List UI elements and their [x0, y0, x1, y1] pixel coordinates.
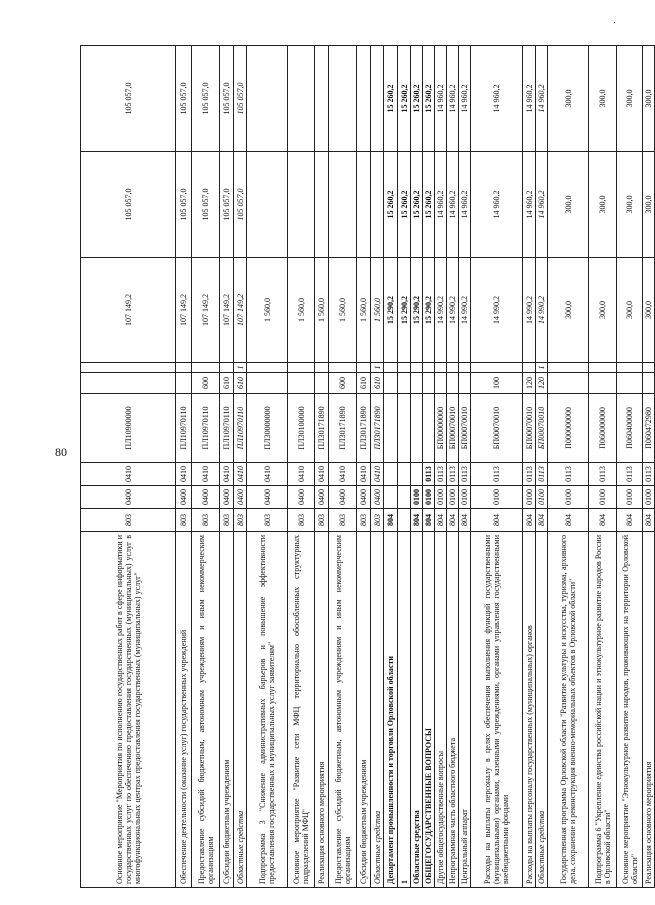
row-subsection: 0113 — [643, 463, 655, 486]
row-name: ОБЩЕГОСУДАРСТВЕННЫЕ ВОПРОСЫ — [423, 532, 435, 888]
table-body — [81, 46, 655, 888]
row-name: Расходы на выплаты персоналу в целях обеспечения выполнения функций государственными (муниципальными) органами, казенными учреждениями, органами управления государственными внебюджетными фондами — [471, 532, 523, 888]
row-mark — [617, 363, 643, 373]
row-grbs: 804 — [471, 509, 523, 532]
row-value-3: 300,0 — [617, 46, 643, 152]
row-section: 0400 — [315, 486, 329, 509]
row-target-article: БП00070010 — [471, 394, 523, 463]
row-section: 0100 — [459, 486, 471, 509]
row-mark: 1 — [234, 363, 247, 373]
row-value-1: 1 560,0 — [288, 258, 315, 363]
row-subsection: 0410 — [247, 463, 288, 486]
row-target-article — [384, 394, 398, 463]
budget-table — [80, 45, 655, 888]
row-mark — [643, 363, 655, 373]
row-target-article: ПЛ10970110 — [192, 394, 220, 463]
row-name: Субсидии бюджетным учреждениям — [357, 532, 371, 888]
rotated-table-area — [80, 46, 653, 888]
row-value-2: 14 960,2 — [471, 152, 523, 258]
row-target-article: ПЛ10970110 — [220, 394, 234, 463]
row-value-3: 105 057,0 — [192, 46, 220, 152]
row-value-2: 15 260,2 — [423, 152, 435, 258]
row-value-3: 105 057,0 — [234, 46, 247, 152]
row-grbs: 803 — [220, 509, 234, 532]
table-row — [435, 46, 447, 888]
row-target-article: ПЛ10970110 — [176, 394, 192, 463]
row-expense-type — [81, 373, 176, 394]
row-expense-type — [617, 373, 643, 394]
row-value-1: 300,0 — [548, 258, 589, 363]
row-value-3 — [357, 46, 371, 152]
table-row — [459, 46, 471, 888]
row-mark — [471, 363, 523, 373]
row-value-3: 300,0 — [643, 46, 655, 152]
row-grbs: 804 — [589, 509, 617, 532]
row-subsection: 0410 — [81, 463, 176, 486]
row-grbs: 804 — [617, 509, 643, 532]
row-value-2: 300,0 — [617, 152, 643, 258]
row-name: Подпрограмма 3 "Снижение административных барьеров и повышение эффективности предоставления государственных и муниципальных услуг заявителям" — [247, 532, 288, 888]
row-target-article: БП00070010 — [536, 394, 548, 463]
row-mark — [220, 363, 234, 373]
row-value-2: 105 057,0 — [234, 152, 247, 258]
row-name: Основное мероприятие "Этнокультурное развитие народов, проживающих на территории Орловской области" — [617, 532, 643, 888]
row-subsection: 0113 — [471, 463, 523, 486]
row-grbs — [398, 509, 411, 532]
row-expense-type — [176, 373, 192, 394]
row-value-3: 15 260,2 — [411, 46, 423, 152]
row-section — [398, 486, 411, 509]
row-mark — [435, 363, 447, 373]
row-name: Областные средства — [411, 532, 423, 888]
table-row — [471, 46, 523, 888]
row-subsection: 0113 — [459, 463, 471, 486]
row-value-2: 300,0 — [548, 152, 589, 258]
row-value-1: 14 990,2 — [435, 258, 447, 363]
row-value-3: 300,0 — [589, 46, 617, 152]
table-row — [643, 46, 655, 888]
row-grbs: 804 — [384, 509, 398, 532]
row-value-1: 14 990,2 — [447, 258, 459, 363]
row-value-1: 14 990,2 — [536, 258, 548, 363]
row-section: 0400 — [234, 486, 247, 509]
row-value-1: 15 290,2 — [411, 258, 423, 363]
table-row — [220, 46, 234, 888]
row-value-1: 1 560,0 — [315, 258, 329, 363]
row-name: Областные средства — [234, 532, 247, 888]
row-value-1: 300,0 — [617, 258, 643, 363]
table-row — [548, 46, 589, 888]
row-subsection: 0410 — [176, 463, 192, 486]
row-target-article: ПЛ30171890 — [371, 394, 384, 463]
row-name: Предоставление субсидий бюджетным, автономным учреждениям и иным некоммерческим организациям — [329, 532, 357, 888]
row-subsection: 0113 — [589, 463, 617, 486]
row-value-2: 300,0 — [643, 152, 655, 258]
row-mark — [288, 363, 315, 373]
row-value-3: 15 260,2 — [398, 46, 411, 152]
row-value-2: 14 960,2 — [459, 152, 471, 258]
table-row — [447, 46, 459, 888]
row-grbs: 803 — [176, 509, 192, 532]
row-value-3: 14 960,2 — [471, 46, 523, 152]
row-value-2: 14 960,2 — [536, 152, 548, 258]
row-name: Областные средства — [536, 532, 548, 888]
row-name: Областные средства — [371, 532, 384, 888]
row-value-2 — [315, 152, 329, 258]
row-name: 1 — [398, 532, 411, 888]
table-row — [288, 46, 315, 888]
table-row — [423, 46, 435, 888]
table-row — [247, 46, 288, 888]
table-row — [536, 46, 548, 888]
row-value-1: 107 149,2 — [220, 258, 234, 363]
row-target-article: П060472980 — [643, 394, 655, 463]
table-row — [411, 46, 423, 888]
row-target-article: П000000000 — [548, 394, 589, 463]
row-grbs: 804 — [523, 509, 536, 532]
row-value-1: 107 149,2 — [176, 258, 192, 363]
row-name: Субсидии бюджетным учреждениям — [220, 532, 234, 888]
row-subsection: 0410 — [288, 463, 315, 486]
row-value-3: 15 260,2 — [423, 46, 435, 152]
row-target-article: ПЛ30171890 — [315, 394, 329, 463]
row-mark — [81, 363, 176, 373]
row-name: Расходы на выплаты персоналу государственных (муниципальных) органов — [523, 532, 536, 888]
row-name: Департамент промышленности и торговли Орловской области — [384, 532, 398, 888]
row-value-3: 14 960,2 — [447, 46, 459, 152]
row-grbs: 803 — [315, 509, 329, 532]
row-mark — [548, 363, 589, 373]
row-expense-type: 120 — [536, 373, 548, 394]
row-value-2: 105 057,0 — [192, 152, 220, 258]
row-subsection: 0113 — [548, 463, 589, 486]
row-expense-type — [384, 373, 398, 394]
row-subsection: 0410 — [371, 463, 384, 486]
row-expense-type — [459, 373, 471, 394]
row-mark: 1 — [536, 363, 548, 373]
table-row — [176, 46, 192, 888]
row-value-2: 105 057,0 — [81, 152, 176, 258]
table-row — [315, 46, 329, 888]
row-expense-type: 120 — [523, 373, 536, 394]
row-grbs: 803 — [357, 509, 371, 532]
table-row — [398, 46, 411, 888]
row-section: 0400 — [247, 486, 288, 509]
row-section: 0400 — [220, 486, 234, 509]
row-name: Основное мероприятие "Развитие сети МФЦ территориально обособленных структурных подразделений МФЦ" — [288, 532, 315, 888]
row-mark — [411, 363, 423, 373]
row-grbs: 804 — [423, 509, 435, 532]
row-name: Непрограммная часть областного бюджета — [447, 532, 459, 888]
row-grbs: 803 — [247, 509, 288, 532]
row-name: Основное мероприятие "Мероприятия по исполнению государственных работ в сфере информатики и государственных услуг по обеспечению предоставления государственных (муниципальных) услуг в многофункциональных центрах предоставления государственных (муниципальных) услуг" — [81, 532, 176, 888]
row-grbs: 803 — [371, 509, 384, 532]
table-row — [192, 46, 220, 888]
row-subsection — [411, 463, 423, 486]
row-target-article: ПЛ10900000 — [81, 394, 176, 463]
row-subsection — [398, 463, 411, 486]
row-subsection: 0113 — [523, 463, 536, 486]
row-expense-type — [435, 373, 447, 394]
row-subsection: 0410 — [329, 463, 357, 486]
row-name: Центральный аппарат — [459, 532, 471, 888]
row-value-1: 14 990,2 — [523, 258, 536, 363]
row-subsection — [384, 463, 398, 486]
row-section: 0100 — [617, 486, 643, 509]
page-number: 80 — [55, 445, 67, 459]
row-grbs: 804 — [548, 509, 589, 532]
row-mark — [589, 363, 617, 373]
row-value-3: 14 960,2 — [435, 46, 447, 152]
row-name: Обеспечение деятельности (оказание услуг) государственных учреждений — [176, 532, 192, 888]
row-value-1: 107 149,2 — [81, 258, 176, 363]
row-mark — [247, 363, 288, 373]
row-value-3: 105 057,0 — [81, 46, 176, 152]
row-section: 0100 — [471, 486, 523, 509]
row-value-2: 14 960,2 — [435, 152, 447, 258]
row-value-2 — [247, 152, 288, 258]
row-value-3: 14 960,2 — [536, 46, 548, 152]
row-value-3: 14 960,2 — [523, 46, 536, 152]
row-name: Государственная программа Орловской области "Развитие культуры и искусства, туризма, архивного дела, сохранение и реконструкция военно-мемориальных объектов в Орловской области" — [548, 532, 589, 888]
row-expense-type — [398, 373, 411, 394]
row-grbs: 803 — [288, 509, 315, 532]
table-row — [371, 46, 384, 888]
row-target-article: ПЛ30000000 — [247, 394, 288, 463]
row-subsection: 0113 — [617, 463, 643, 486]
row-subsection: 0113 — [435, 463, 447, 486]
row-grbs: 804 — [536, 509, 548, 532]
row-expense-type — [589, 373, 617, 394]
row-section: 0100 — [447, 486, 459, 509]
row-target-article: ПЛ30100000 — [288, 394, 315, 463]
row-section: 0400 — [357, 486, 371, 509]
row-expense-type — [247, 373, 288, 394]
row-value-3: 105 057,0 — [176, 46, 192, 152]
row-grbs: 804 — [447, 509, 459, 532]
row-section: 0100 — [536, 486, 548, 509]
row-value-3: 14 960,2 — [459, 46, 471, 152]
row-value-1: 1 560,0 — [329, 258, 357, 363]
row-value-1: 15 290,2 — [423, 258, 435, 363]
table-row — [357, 46, 371, 888]
row-expense-type: 600 — [192, 373, 220, 394]
row-value-1: 15 290,2 — [384, 258, 398, 363]
row-value-3 — [247, 46, 288, 152]
row-section: 0100 — [435, 486, 447, 509]
row-mark — [176, 363, 192, 373]
row-grbs: 804 — [411, 509, 423, 532]
row-mark: 1 — [371, 363, 384, 373]
scan-speck — [614, 22, 615, 23]
row-section: 0400 — [329, 486, 357, 509]
row-name: Подпрограмма 6 "Укрепление единства российской нации и этнокультурное развитие народов России в Орловской области" — [589, 532, 617, 888]
row-expense-type: 610 — [371, 373, 384, 394]
row-value-2 — [371, 152, 384, 258]
row-mark — [357, 363, 371, 373]
row-value-1: 14 990,2 — [459, 258, 471, 363]
row-section: 0100 — [643, 486, 655, 509]
row-mark — [329, 363, 357, 373]
row-expense-type — [411, 373, 423, 394]
table-row — [384, 46, 398, 888]
row-section: 0400 — [192, 486, 220, 509]
row-subsection: 0410 — [315, 463, 329, 486]
row-mark — [459, 363, 471, 373]
row-value-2 — [329, 152, 357, 258]
row-subsection: 0410 — [234, 463, 247, 486]
row-value-1: 1 560,0 — [357, 258, 371, 363]
row-value-2: 15 260,2 — [384, 152, 398, 258]
row-section: 0100 — [589, 486, 617, 509]
row-target-article — [423, 394, 435, 463]
row-section: 0100 — [523, 486, 536, 509]
row-mark — [423, 363, 435, 373]
row-section: 0100 — [411, 486, 423, 509]
table-row — [234, 46, 247, 888]
row-value-2: 105 057,0 — [220, 152, 234, 258]
rotated-page — [80, 46, 653, 888]
row-target-article: БП00070010 — [459, 394, 471, 463]
row-value-2: 300,0 — [589, 152, 617, 258]
row-value-3: 15 260,2 — [384, 46, 398, 152]
row-grbs: 804 — [435, 509, 447, 532]
row-expense-type — [288, 373, 315, 394]
row-target-article: П060400000 — [617, 394, 643, 463]
row-section: 0100 — [423, 486, 435, 509]
row-expense-type — [447, 373, 459, 394]
row-target-article: БП00070010 — [447, 394, 459, 463]
row-subsection: 0410 — [220, 463, 234, 486]
row-name: Реализация основного мероприятия — [315, 532, 329, 888]
table-row — [329, 46, 357, 888]
row-value-1: 300,0 — [589, 258, 617, 363]
row-grbs: 803 — [192, 509, 220, 532]
row-mark — [384, 363, 398, 373]
row-value-2: 15 260,2 — [398, 152, 411, 258]
row-subsection: 0113 — [536, 463, 548, 486]
row-expense-type — [315, 373, 329, 394]
row-expense-type: 610 — [220, 373, 234, 394]
table-row — [81, 46, 176, 888]
row-expense-type — [548, 373, 589, 394]
row-mark — [398, 363, 411, 373]
row-expense-type: 600 — [329, 373, 357, 394]
row-value-2: 15 260,2 — [411, 152, 423, 258]
row-value-3: 300,0 — [548, 46, 589, 152]
row-value-1: 14 990,2 — [471, 258, 523, 363]
table-row — [523, 46, 536, 888]
row-value-3: 105 057,0 — [220, 46, 234, 152]
row-expense-type — [643, 373, 655, 394]
row-target-article: БП00000000 — [435, 394, 447, 463]
row-target-article: БП00070010 — [523, 394, 536, 463]
row-subsection: 0113 — [423, 463, 435, 486]
row-value-2: 105 057,0 — [176, 152, 192, 258]
row-value-1: 300,0 — [643, 258, 655, 363]
row-value-2 — [288, 152, 315, 258]
row-section: 0100 — [548, 486, 589, 509]
table-row — [617, 46, 643, 888]
row-grbs: 803 — [329, 509, 357, 532]
row-expense-type: 610 — [357, 373, 371, 394]
row-value-3 — [315, 46, 329, 152]
row-section: 0400 — [371, 486, 384, 509]
table-row — [589, 46, 617, 888]
row-section: 0400 — [81, 486, 176, 509]
row-value-2 — [357, 152, 371, 258]
row-subsection: 0410 — [357, 463, 371, 486]
row-target-article: П060000000 — [589, 394, 617, 463]
row-value-3 — [371, 46, 384, 152]
row-mark — [315, 363, 329, 373]
row-target-article: ПЛ30171890 — [329, 394, 357, 463]
row-value-3 — [288, 46, 315, 152]
row-grbs: 804 — [643, 509, 655, 532]
row-mark — [523, 363, 536, 373]
row-grbs: 803 — [81, 509, 176, 532]
row-subsection: 0113 — [447, 463, 459, 486]
row-value-1: 107 149,2 — [192, 258, 220, 363]
row-value-1: 1 560,0 — [247, 258, 288, 363]
row-target-article — [398, 394, 411, 463]
row-subsection: 0410 — [192, 463, 220, 486]
row-target-article: ПЛ30171890 — [357, 394, 371, 463]
row-target-article: ПЛ10970110 — [234, 394, 247, 463]
row-expense-type: 100 — [471, 373, 523, 394]
row-name: Другие общегосударственные вопросы — [435, 532, 447, 888]
row-value-1: 107 149,2 — [234, 258, 247, 363]
row-grbs: 803 — [234, 509, 247, 532]
row-grbs: 804 — [459, 509, 471, 532]
row-section: 0400 — [176, 486, 192, 509]
row-mark — [447, 363, 459, 373]
row-expense-type: 610 — [234, 373, 247, 394]
row-value-1: 15 290,2 — [398, 258, 411, 363]
row-value-3 — [329, 46, 357, 152]
row-target-article — [411, 394, 423, 463]
row-expense-type — [423, 373, 435, 394]
row-name: Реализация основного мероприятия — [643, 532, 655, 888]
row-mark — [192, 363, 220, 373]
row-section: 0400 — [288, 486, 315, 509]
row-name: Предоставление субсидий бюджетным, автономным учреждениям и иным некоммерческим организациям — [192, 532, 220, 888]
row-value-1: 1 560,0 — [371, 258, 384, 363]
row-value-2: 14 960,2 — [523, 152, 536, 258]
row-section — [384, 486, 398, 509]
row-value-2: 14 960,2 — [447, 152, 459, 258]
